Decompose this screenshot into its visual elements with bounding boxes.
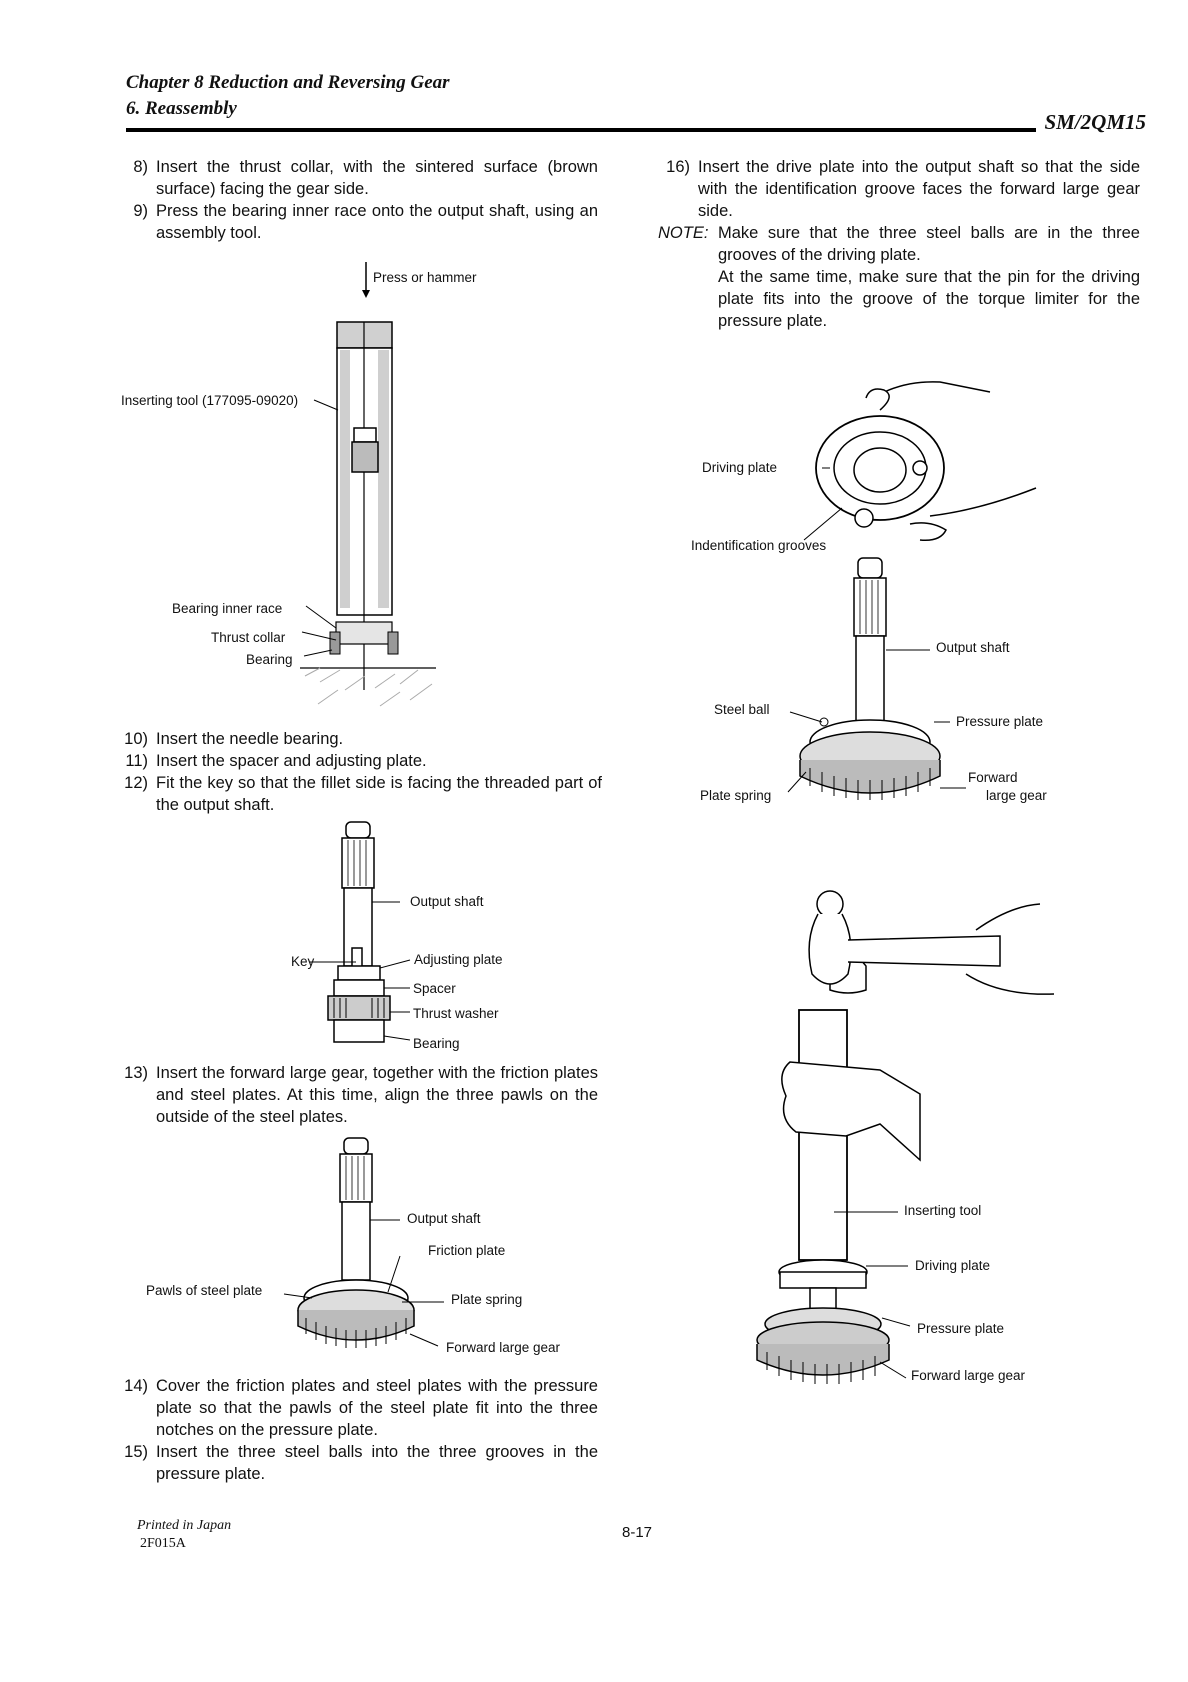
label-output-shaft-3: Output shaft (407, 1211, 481, 1226)
label-bearing-2: Bearing (413, 1036, 460, 1051)
label-pressure-plate-5: Pressure plate (917, 1321, 1005, 1336)
note-line-2: At the same time, make sure that the pin for the driving plate fits into the groove of the torque limiter for the pressure plate. (718, 268, 1140, 330)
note-line-1: Make sure that the three steel balls are in the three grooves of the driving plate. (718, 224, 1140, 264)
step-10: 10) Insert the needle bearing. (124, 730, 344, 748)
label-pawls: Pawls of steel plate (146, 1283, 263, 1298)
label-driving-plate-5: Driving plate (915, 1258, 991, 1273)
chapter-title: Chapter 8 Reduction and Reversing Gear (126, 72, 450, 93)
label-steel-ball: Steel ball (714, 702, 770, 717)
label-identification-grooves: Indentification grooves (691, 538, 827, 553)
label-adjusting-plate: Adjusting plate (414, 952, 503, 967)
label-bearing-inner-race: Bearing inner race (172, 601, 283, 616)
label-key: Key (291, 954, 315, 969)
note-label: NOTE: (658, 224, 709, 242)
step-11: 11) Insert the spacer and adjusting plate. (125, 752, 427, 770)
step-9: 9) Press the bearing inner race onto the output shaft, using an assembly tool. (133, 202, 598, 242)
step-15: 15) Insert the three steel balls into the three grooves in the pressure plate. (124, 1443, 598, 1483)
page-number: 8-17 (622, 1524, 653, 1541)
label-bearing: Bearing (246, 652, 293, 667)
label-driving-plate-4: Driving plate (702, 460, 778, 475)
step-12: 12) Fit the key so that the fillet side is facing the threaded part of the output shaft. (124, 774, 602, 814)
label-press-hammer: Press or hammer (373, 270, 477, 285)
label-output-shaft-2: Output shaft (410, 894, 484, 909)
label-inserting-tool: Inserting tool (177095-09020) (121, 393, 299, 408)
footer-code: 2F015A (140, 1536, 186, 1551)
label-pressure-plate-4: Pressure plate (956, 714, 1044, 729)
label-plate-spring-3: Plate spring (451, 1292, 523, 1307)
label-inserting-tool-5: Inserting tool (904, 1203, 982, 1218)
footer-printed: Printed in Japan (137, 1518, 232, 1533)
step-13: 13) Insert the forward large gear, together with the friction plates and steel plates. At this time, align the three pawls on the outside of the steel plates. (124, 1064, 598, 1126)
step-8: 8) Insert the thrust collar, with the sintered surface (brown surface) facing the gear side. (133, 158, 598, 198)
label-large-gear-4: large gear (986, 788, 1047, 803)
step-16: 16) Insert the drive plate into the output shaft so that the side with the identification groove faces the forward large gear side. (666, 158, 1140, 220)
label-thrust-washer: Thrust washer (413, 1006, 499, 1021)
section-title: 6. Reassembly (126, 98, 237, 119)
label-forward-gear-5: Forward large gear (911, 1368, 1026, 1383)
step-14: 14) Cover the friction plates and steel plates with the pressure plate so that the pawls of the steel plate fit into the three notches on the pressure plate. (124, 1377, 598, 1439)
label-spacer: Spacer (413, 981, 456, 996)
label-friction-plate: Friction plate (428, 1243, 506, 1258)
label-plate-spring-4: Plate spring (700, 788, 772, 803)
label-forward-4: Forward (968, 770, 1018, 785)
label-thrust-collar: Thrust collar (211, 630, 286, 645)
model-code: SM/2QM15 (1044, 110, 1146, 134)
label-forward-gear-3: Forward large gear (446, 1340, 561, 1355)
label-output-shaft-4: Output shaft (936, 640, 1010, 655)
